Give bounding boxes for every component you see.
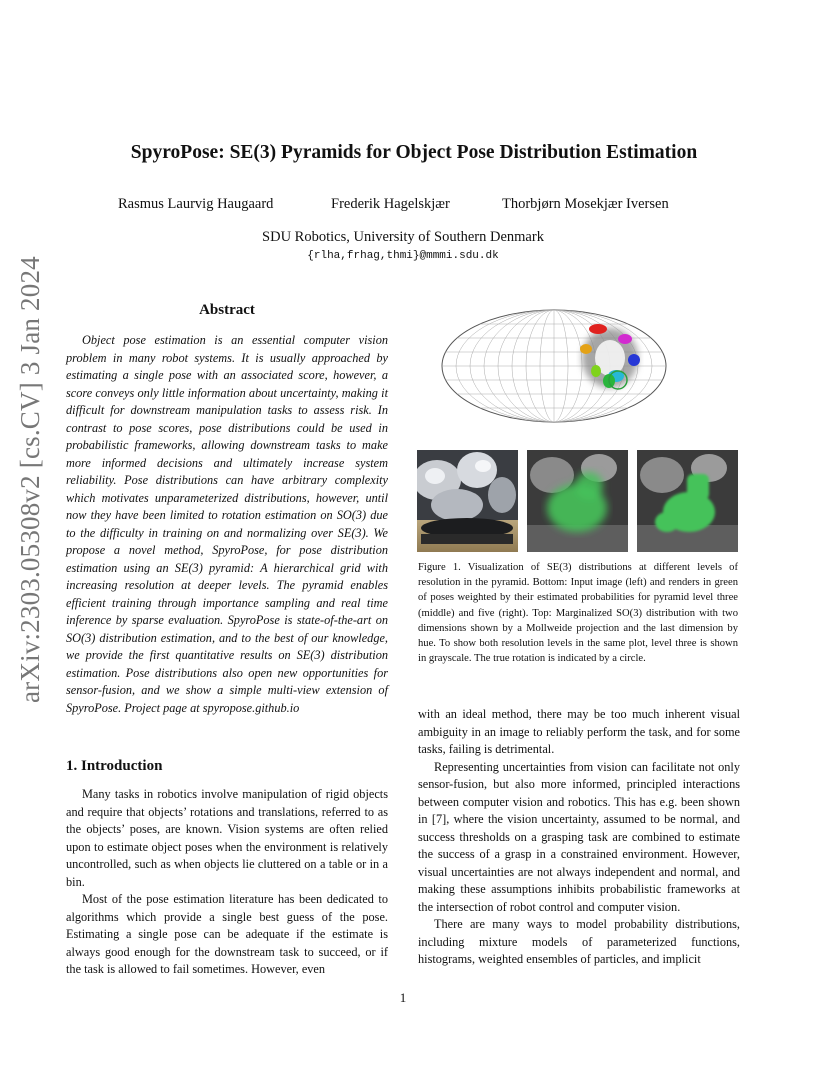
body-paragraph: Representing uncertainties from vision can facilitate not only sensor-fusion, but also more informed, principled interactions between computer vision and robotics. This has e.g. been shown in [7], where the vision uncertainty, assumed to be normal, and success thresholds on a grasping task are combined to estimate the success of a grasp in a constrained environment. However, visual uncertainties are not always independent and normal, and making these assumptions inhibits probabilistic frameworks at the intersection of robot control and computer vision. [418,759,740,914]
mollweide-distribution-plot [438,300,670,432]
right-column-text [418,706,740,969]
affiliation: SDU Robotics, University of Southern Denmark [262,229,544,245]
page-number: 1 [399,990,407,1005]
introduction-text [66,786,388,979]
figure-caption: Figure 1. Visualization of SE(3) distributions at different levels of resolution in the pyramid. Bottom: Input image (left) and renders in green of poses weighted by their estimated probabilities for pyramid level three (middle) and five (right). Top: Marginalized SO(3) distribution with two dimensions shown by a Mollweide projection and the last dimension by hue. To show both resolution levels in the same plot, level three is shown in grayscale. The true rotation is indicated by a circle. [418,562,738,665]
body-paragraph: with an ideal method, there may be too much inherent visual ambiguity in an image to reliably perform the task, and for some tasks, failing is detrimental. [418,707,740,756]
section-heading-introduction: 1. Introduction [66,758,163,774]
render-level-five [637,450,738,552]
abstract-body: Object pose estimation is an essential computer vision problem in many robot systems. It is usually approached by estimating a single pose with an associated score, however, a score conveys only little information about uncertainty, making it difficult for downstream manipulation tasks to assess risk. In contrast to pose scores, pose distributions could be used in probabilistic frameworks, allowing downstream tasks to make more informed decisions and ultimately increase system reliability. Pose distributions can have arbitrary complexity which motivates unparameterized distributions, however, until now they have been limited to rotation estimation on SO(3) due to the difficulty in training on and normalizing over SE(3). We propose a novel method, SpyroPose, for pose distribution estimation using an SE(3) pyramid: A hierarchical grid with increasing resolution at deeper levels. The pyramid enables efficient training through importance sampling and real time inference by sparse evaluation. SpyroPose is state-of-the-art on SO(3) distribution estimation, and to the best of our knowledge, we provide the first quantitative results on SE(3) distribution estimation. Pose distributions also open new opportunities for sensor-fusion, and we show a simple multi-view extension of SpyroPose. Project page at spyropose.github.io [66,333,388,715]
abstract-heading: Abstract [199,302,255,318]
intro-paragraph: Most of the pose estimation literature has been dedicated to algorithms which provide a single best guess of the pose. Estimating a single pose can be adequate if the estimate is always good enough for the downstream task to succeed, or if the task is allowed to fail sometimes. However, even [66,892,388,976]
email-line: {rlha,frhag,thmi}@mmmi.sdu.dk [307,250,499,262]
paper-title: SpyroPose: SE(3) Pyramids for Object Pose Distribution Estimation [130,142,698,163]
render-level-three [527,450,628,552]
input-image [417,450,518,552]
author-3: Thorbjørn Mosekjær Iversen [502,196,669,212]
author-1: Rasmus Laurvig Haugaard [118,196,274,212]
intro-paragraph: Many tasks in robotics involve manipulation of rigid objects and require that objects’ rotations and translations, referred to as the objects’ poses, are known. Vision systems are often relied upon to estimate object poses when the environment is relatively uncontrolled, such as when objects lie cluttered on a table or in a bin. [66,787,388,889]
arxiv-identifier: arXiv:2303.05308v2 [cs.CV] 3 Jan 2024 [15,256,45,703]
author-2: Frederik Hagelskjær [331,196,450,212]
body-paragraph: There are many ways to model probability distributions, including mixture models of parameterized functions, histograms, weighted ensembles of particles, and implicit [418,917,740,966]
